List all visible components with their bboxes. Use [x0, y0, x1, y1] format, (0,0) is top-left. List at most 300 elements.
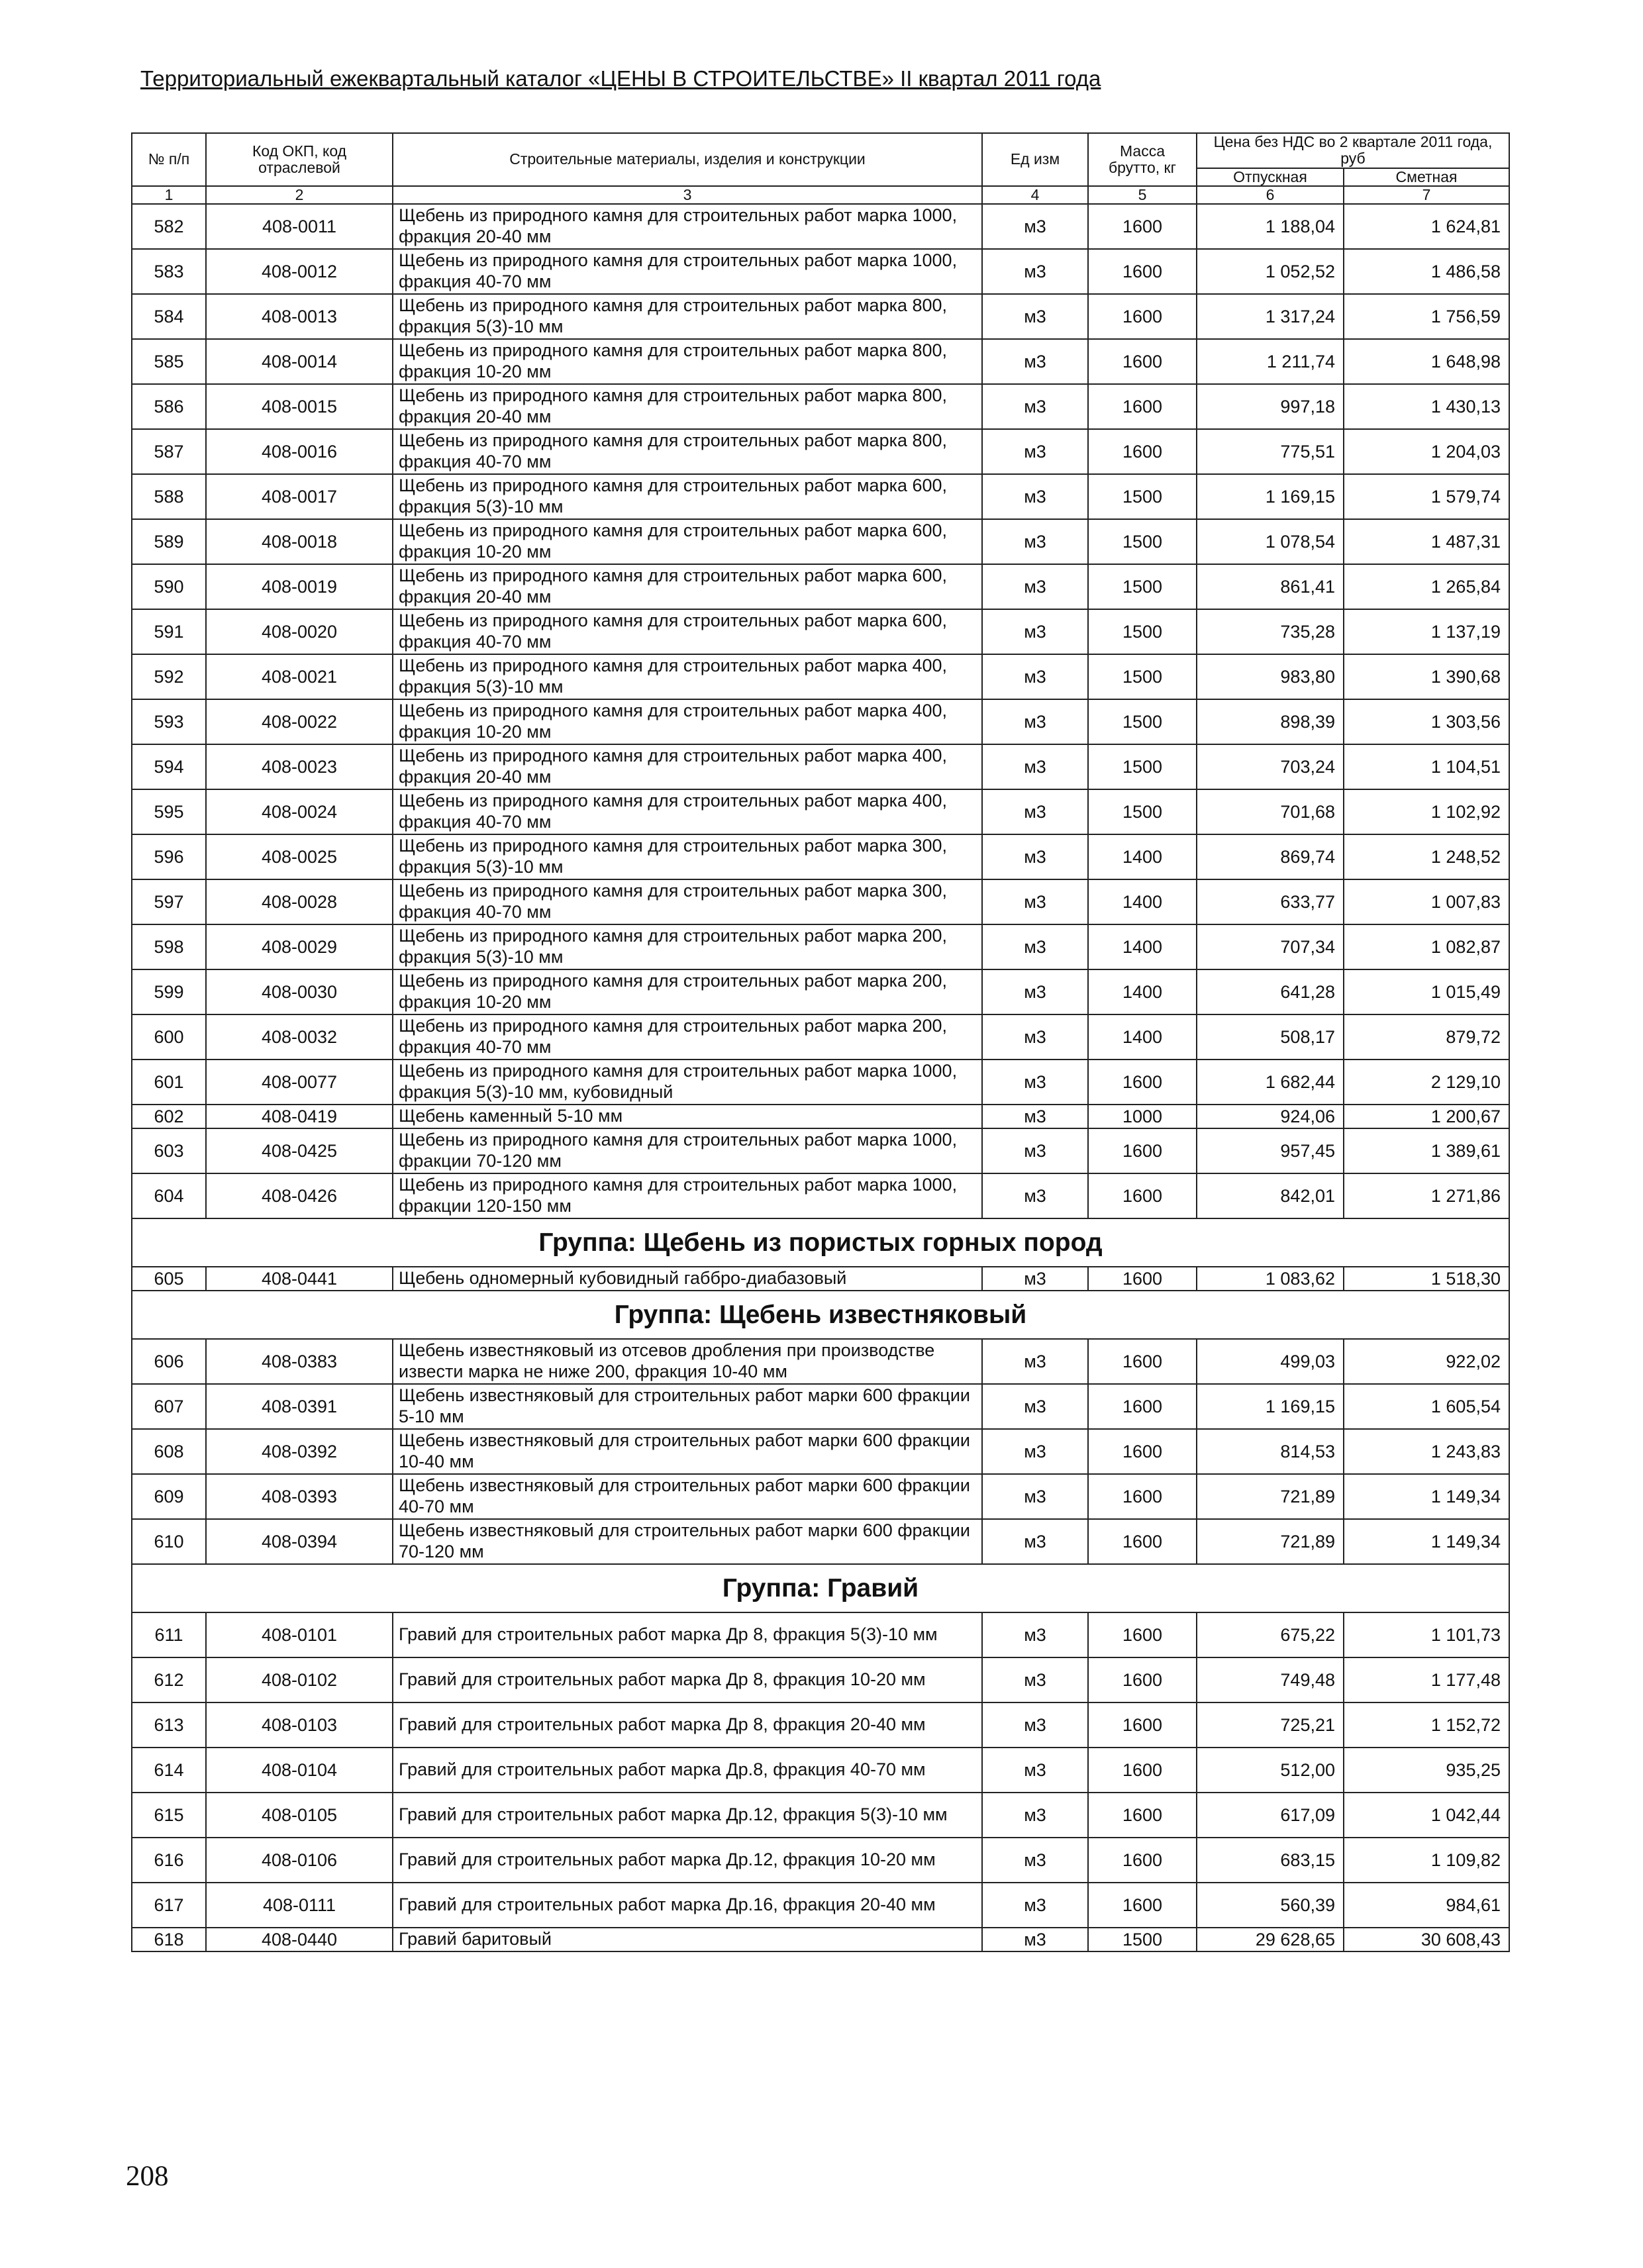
estimate-price: 1 109,82 [1344, 1838, 1509, 1883]
estimate-price: 1 624,81 [1344, 204, 1509, 249]
release-price: 633,77 [1197, 879, 1344, 924]
estimate-price: 1 756,59 [1344, 294, 1509, 339]
row-number: 583 [132, 249, 206, 294]
material-name: Гравий для строительных работ марка Др.12, фракция 5(3)-10 мм [393, 1793, 982, 1838]
row-number: 615 [132, 1793, 206, 1838]
unit-of-measure: м3 [982, 969, 1088, 1014]
estimate-price: 1 248,52 [1344, 834, 1509, 879]
table-row [132, 969, 1509, 1014]
unit-of-measure: м3 [982, 384, 1088, 429]
okp-code: 408-0441 [206, 1267, 393, 1291]
row-number: 616 [132, 1838, 206, 1883]
table-row [132, 1928, 1509, 1951]
estimate-price: 984,61 [1344, 1883, 1509, 1928]
gross-mass: 1500 [1088, 609, 1197, 654]
table-row [132, 609, 1509, 654]
unit-of-measure: м3 [982, 1339, 1088, 1384]
gross-mass: 1500 [1088, 699, 1197, 744]
okp-code: 408-0104 [206, 1748, 393, 1793]
estimate-price: 879,72 [1344, 1014, 1509, 1060]
material-name: Щебень из природного камня для строительных работ марка 600, фракция 20-40 мм [393, 564, 982, 609]
release-price: 721,89 [1197, 1519, 1344, 1564]
release-price: 842,01 [1197, 1173, 1344, 1218]
row-number: 598 [132, 924, 206, 969]
gross-mass: 1500 [1088, 519, 1197, 564]
release-price: 1 211,74 [1197, 339, 1344, 384]
row-number: 602 [132, 1105, 206, 1128]
release-price: 957,45 [1197, 1128, 1344, 1173]
unit-of-measure: м3 [982, 1060, 1088, 1105]
estimate-price: 2 129,10 [1344, 1060, 1509, 1105]
row-number: 601 [132, 1060, 206, 1105]
table-row [132, 1173, 1509, 1218]
table-row [132, 1748, 1509, 1793]
release-price: 983,80 [1197, 654, 1344, 699]
gross-mass: 1600 [1088, 1267, 1197, 1291]
unit-of-measure: м3 [982, 1793, 1088, 1838]
row-number: 607 [132, 1384, 206, 1429]
table-row [132, 429, 1509, 474]
release-price: 924,06 [1197, 1105, 1344, 1128]
okp-code: 408-0020 [206, 609, 393, 654]
gross-mass: 1600 [1088, 249, 1197, 294]
okp-code: 408-0077 [206, 1060, 393, 1105]
okp-code: 408-0012 [206, 249, 393, 294]
column-number: 1 [132, 186, 206, 204]
row-number: 597 [132, 879, 206, 924]
page-title: Территориальный ежеквартальный каталог «ЦЕНЫ В СТРОИТЕЛЬСТВЕ» II квартал 2011 года [140, 66, 1101, 91]
estimate-price: 1 486,58 [1344, 249, 1509, 294]
unit-of-measure: м3 [982, 1173, 1088, 1218]
material-name: Щебень из природного камня для строительных работ марка 200, фракция 40-70 мм [393, 1014, 982, 1060]
release-price: 701,68 [1197, 789, 1344, 834]
release-price: 997,18 [1197, 384, 1344, 429]
material-name: Щебень из природного камня для строительных работ марка 1000, фракция 20-40 мм [393, 204, 982, 249]
gross-mass: 1600 [1088, 429, 1197, 474]
table-row [132, 1429, 1509, 1474]
table-row [132, 1339, 1509, 1384]
release-price: 1 083,62 [1197, 1267, 1344, 1291]
release-price: 1 682,44 [1197, 1060, 1344, 1105]
gross-mass: 1600 [1088, 1384, 1197, 1429]
release-price: 703,24 [1197, 744, 1344, 789]
material-name: Щебень из природного камня для строительных работ марка 300, фракция 5(3)-10 мм [393, 834, 982, 879]
row-number: 606 [132, 1339, 206, 1384]
estimate-price: 1 149,34 [1344, 1474, 1509, 1519]
table-row [132, 1060, 1509, 1105]
okp-code: 408-0016 [206, 429, 393, 474]
okp-code: 408-0440 [206, 1928, 393, 1951]
estimate-price: 935,25 [1344, 1748, 1509, 1793]
estimate-price: 1 204,03 [1344, 429, 1509, 474]
okp-code: 408-0028 [206, 879, 393, 924]
release-price: 814,53 [1197, 1429, 1344, 1474]
column-number: 6 [1197, 186, 1344, 204]
estimate-price: 1 149,34 [1344, 1519, 1509, 1564]
header-price-group: Цена без НДС во 2 квартале 2011 года, руб [1197, 133, 1509, 168]
release-price: 749,48 [1197, 1657, 1344, 1702]
group-header-row [132, 1218, 1509, 1267]
row-number: 609 [132, 1474, 206, 1519]
table-row [132, 1519, 1509, 1564]
material-name: Щебень из природного камня для строительных работ марка 1000, фракции 70-120 мм [393, 1128, 982, 1173]
row-number: 594 [132, 744, 206, 789]
release-price: 508,17 [1197, 1014, 1344, 1060]
row-number: 617 [132, 1883, 206, 1928]
estimate-price: 1 007,83 [1344, 879, 1509, 924]
row-number: 596 [132, 834, 206, 879]
estimate-price: 1 243,83 [1344, 1429, 1509, 1474]
table-body [132, 204, 1509, 1951]
release-price: 861,41 [1197, 564, 1344, 609]
unit-of-measure: м3 [982, 204, 1088, 249]
header-num: № п/п [132, 133, 206, 186]
table-row [132, 1838, 1509, 1883]
release-price: 1 188,04 [1197, 204, 1344, 249]
row-number: 592 [132, 654, 206, 699]
material-name: Гравий для строительных работ марка Др.16, фракция 20-40 мм [393, 1883, 982, 1928]
okp-code: 408-0102 [206, 1657, 393, 1702]
material-name: Щебень из природного камня для строительных работ марка 800, фракция 20-40 мм [393, 384, 982, 429]
gross-mass: 1400 [1088, 924, 1197, 969]
okp-code: 408-0103 [206, 1702, 393, 1748]
release-price: 735,28 [1197, 609, 1344, 654]
material-name: Щебень из природного камня для строительных работ марка 400, фракция 10-20 мм [393, 699, 982, 744]
okp-code: 408-0391 [206, 1384, 393, 1429]
unit-of-measure: м3 [982, 924, 1088, 969]
gross-mass: 1400 [1088, 879, 1197, 924]
unit-of-measure: м3 [982, 879, 1088, 924]
material-name: Щебень известняковый для строительных работ марки 600 фракции 10-40 мм [393, 1429, 982, 1474]
estimate-price: 1 102,92 [1344, 789, 1509, 834]
row-number: 593 [132, 699, 206, 744]
table-row [132, 1014, 1509, 1060]
estimate-price: 1 101,73 [1344, 1612, 1509, 1657]
estimate-price: 30 608,43 [1344, 1928, 1509, 1951]
okp-code: 408-0011 [206, 204, 393, 249]
unit-of-measure: м3 [982, 1748, 1088, 1793]
okp-code: 408-0019 [206, 564, 393, 609]
gross-mass: 1600 [1088, 339, 1197, 384]
table-row [132, 924, 1509, 969]
row-number: 611 [132, 1612, 206, 1657]
estimate-price: 1 082,87 [1344, 924, 1509, 969]
estimate-price: 1 605,54 [1344, 1384, 1509, 1429]
gross-mass: 1600 [1088, 1748, 1197, 1793]
gross-mass: 1600 [1088, 1339, 1197, 1384]
unit-of-measure: м3 [982, 1267, 1088, 1291]
estimate-price: 1 303,56 [1344, 699, 1509, 744]
material-name: Щебень из природного камня для строительных работ марка 300, фракция 40-70 мм [393, 879, 982, 924]
group-header-row [132, 1291, 1509, 1339]
gross-mass: 1600 [1088, 1060, 1197, 1105]
header-price-estimate: Сметная [1344, 168, 1509, 186]
release-price: 1 052,52 [1197, 249, 1344, 294]
release-price: 683,15 [1197, 1838, 1344, 1883]
estimate-price: 1 390,68 [1344, 654, 1509, 699]
unit-of-measure: м3 [982, 1105, 1088, 1128]
material-name: Щебень из природного камня для строительных работ марка 800, фракция 40-70 мм [393, 429, 982, 474]
row-number: 590 [132, 564, 206, 609]
gross-mass: 1600 [1088, 204, 1197, 249]
gross-mass: 1400 [1088, 834, 1197, 879]
table-row [132, 1384, 1509, 1429]
material-name: Гравий для строительных работ марка Др 8, фракция 20-40 мм [393, 1702, 982, 1748]
estimate-price: 922,02 [1344, 1339, 1509, 1384]
estimate-price: 1 137,19 [1344, 609, 1509, 654]
row-number: 603 [132, 1128, 206, 1173]
okp-code: 408-0017 [206, 474, 393, 519]
unit-of-measure: м3 [982, 519, 1088, 564]
table-row [132, 1883, 1509, 1928]
gross-mass: 1600 [1088, 294, 1197, 339]
material-name: Щебень известняковый для строительных работ марки 600 фракции 40-70 мм [393, 1474, 982, 1519]
material-name: Гравий для строительных работ марка Др.12, фракция 10-20 мм [393, 1838, 982, 1883]
material-name: Щебень из природного камня для строительных работ марка 200, фракция 5(3)-10 мм [393, 924, 982, 969]
estimate-price: 1 015,49 [1344, 969, 1509, 1014]
gross-mass: 1600 [1088, 1474, 1197, 1519]
header-name: Строительные материалы, изделия и конструкции [393, 133, 982, 186]
row-number: 608 [132, 1429, 206, 1474]
release-price: 775,51 [1197, 429, 1344, 474]
okp-code: 408-0392 [206, 1429, 393, 1474]
row-number: 582 [132, 204, 206, 249]
table-row [132, 339, 1509, 384]
row-number: 605 [132, 1267, 206, 1291]
row-number: 584 [132, 294, 206, 339]
gross-mass: 1500 [1088, 474, 1197, 519]
okp-code: 408-0023 [206, 744, 393, 789]
estimate-price: 1 042,44 [1344, 1793, 1509, 1838]
group-title: Группа: Щебень известняковый [132, 1291, 1509, 1339]
okp-code: 408-0022 [206, 699, 393, 744]
okp-code: 408-0032 [206, 1014, 393, 1060]
page-number: 208 [126, 2161, 169, 2192]
table-row [132, 1474, 1509, 1519]
release-price: 641,28 [1197, 969, 1344, 1014]
okp-code: 408-0106 [206, 1838, 393, 1883]
material-name: Щебень известняковый из отсевов дробления при производстве извести марка не ниже 200, фракция 10-40 мм [393, 1339, 982, 1384]
group-header-row [132, 1564, 1509, 1612]
unit-of-measure: м3 [982, 1429, 1088, 1474]
release-price: 869,74 [1197, 834, 1344, 879]
table-row [132, 1657, 1509, 1702]
row-number: 599 [132, 969, 206, 1014]
release-price: 1 317,24 [1197, 294, 1344, 339]
material-name: Гравий баритовый [393, 1928, 982, 1951]
gross-mass: 1600 [1088, 1657, 1197, 1702]
release-price: 1 169,15 [1197, 474, 1344, 519]
row-number: 595 [132, 789, 206, 834]
table-row [132, 204, 1509, 249]
estimate-price: 1 389,61 [1344, 1128, 1509, 1173]
row-number: 618 [132, 1928, 206, 1951]
gross-mass: 1600 [1088, 384, 1197, 429]
unit-of-measure: м3 [982, 1657, 1088, 1702]
gross-mass: 1500 [1088, 744, 1197, 789]
gross-mass: 1600 [1088, 1519, 1197, 1564]
unit-of-measure: м3 [982, 654, 1088, 699]
gross-mass: 1600 [1088, 1702, 1197, 1748]
release-price: 617,09 [1197, 1793, 1344, 1838]
release-price: 675,22 [1197, 1612, 1344, 1657]
gross-mass: 1600 [1088, 1793, 1197, 1838]
table-row [132, 789, 1509, 834]
okp-code: 408-0394 [206, 1519, 393, 1564]
material-name: Щебень из природного камня для строительных работ марка 800, фракция 10-20 мм [393, 339, 982, 384]
okp-code: 408-0111 [206, 1883, 393, 1928]
row-number: 591 [132, 609, 206, 654]
unit-of-measure: м3 [982, 1014, 1088, 1060]
row-number: 588 [132, 474, 206, 519]
gross-mass: 1600 [1088, 1128, 1197, 1173]
material-name: Щебень из природного камня для строительных работ марка 600, фракция 40-70 мм [393, 609, 982, 654]
table-row [132, 1702, 1509, 1748]
material-name: Щебень известняковый для строительных работ марки 600 фракции 70-120 мм [393, 1519, 982, 1564]
estimate-price: 1 271,86 [1344, 1173, 1509, 1218]
estimate-price: 1 648,98 [1344, 339, 1509, 384]
row-number: 600 [132, 1014, 206, 1060]
table-row [132, 744, 1509, 789]
okp-code: 408-0021 [206, 654, 393, 699]
material-name: Гравий для строительных работ марка Др 8, фракция 10-20 мм [393, 1657, 982, 1702]
okp-code: 408-0024 [206, 789, 393, 834]
unit-of-measure: м3 [982, 339, 1088, 384]
table-row [132, 294, 1509, 339]
column-number: 4 [982, 186, 1088, 204]
okp-code: 408-0014 [206, 339, 393, 384]
table-row [132, 1105, 1509, 1128]
table-row [132, 474, 1509, 519]
material-name: Щебень из природного камня для строительных работ марка 800, фракция 5(3)-10 мм [393, 294, 982, 339]
material-name: Щебень из природного камня для строительных работ марка 400, фракция 40-70 мм [393, 789, 982, 834]
material-name: Гравий для строительных работ марка Др.8, фракция 40-70 мм [393, 1748, 982, 1793]
material-name: Щебень одномерный кубовидный габбро-диабазовый [393, 1267, 982, 1291]
table-row [132, 699, 1509, 744]
unit-of-measure: м3 [982, 789, 1088, 834]
unit-of-measure: м3 [982, 1474, 1088, 1519]
row-number: 585 [132, 339, 206, 384]
gross-mass: 1600 [1088, 1429, 1197, 1474]
unit-of-measure: м3 [982, 1384, 1088, 1429]
price-table [131, 132, 1510, 1952]
unit-of-measure: м3 [982, 699, 1088, 744]
table-row [132, 564, 1509, 609]
group-title: Группа: Гравий [132, 1564, 1509, 1612]
estimate-price: 1 104,51 [1344, 744, 1509, 789]
unit-of-measure: м3 [982, 294, 1088, 339]
gross-mass: 1500 [1088, 1928, 1197, 1951]
header-code: Код ОКП, код отраслевой [206, 133, 393, 186]
material-name: Щебень из природного камня для строительных работ марка 600, фракция 10-20 мм [393, 519, 982, 564]
okp-code: 408-0025 [206, 834, 393, 879]
unit-of-measure: м3 [982, 1612, 1088, 1657]
release-price: 1 169,15 [1197, 1384, 1344, 1429]
okp-code: 408-0419 [206, 1105, 393, 1128]
unit-of-measure: м3 [982, 609, 1088, 654]
release-price: 512,00 [1197, 1748, 1344, 1793]
estimate-price: 1 200,67 [1344, 1105, 1509, 1128]
table-row [132, 1128, 1509, 1173]
unit-of-measure: м3 [982, 1883, 1088, 1928]
release-price: 499,03 [1197, 1339, 1344, 1384]
okp-code: 408-0393 [206, 1474, 393, 1519]
table-row [132, 1612, 1509, 1657]
material-name: Щебень из природного камня для строительных работ марка 200, фракция 10-20 мм [393, 969, 982, 1014]
gross-mass: 1600 [1088, 1883, 1197, 1928]
estimate-price: 1 152,72 [1344, 1702, 1509, 1748]
okp-code: 408-0018 [206, 519, 393, 564]
table-row [132, 654, 1509, 699]
row-number: 613 [132, 1702, 206, 1748]
okp-code: 408-0383 [206, 1339, 393, 1384]
row-number: 614 [132, 1748, 206, 1793]
table-row [132, 249, 1509, 294]
okp-code: 408-0015 [206, 384, 393, 429]
material-name: Щебень известняковый для строительных работ марки 600 фракции 5-10 мм [393, 1384, 982, 1429]
material-name: Щебень из природного камня для строительных работ марка 1000, фракция 40-70 мм [393, 249, 982, 294]
release-price: 707,34 [1197, 924, 1344, 969]
release-price: 560,39 [1197, 1883, 1344, 1928]
gross-mass: 1400 [1088, 969, 1197, 1014]
row-number: 610 [132, 1519, 206, 1564]
okp-code: 408-0426 [206, 1173, 393, 1218]
material-name: Щебень из природного камня для строительных работ марка 1000, фракции 120-150 мм [393, 1173, 982, 1218]
row-number: 612 [132, 1657, 206, 1702]
okp-code: 408-0030 [206, 969, 393, 1014]
release-price: 721,89 [1197, 1474, 1344, 1519]
row-number: 587 [132, 429, 206, 474]
unit-of-measure: м3 [982, 1128, 1088, 1173]
column-number: 3 [393, 186, 982, 204]
group-title: Группа: Щебень из пористых горных пород [132, 1218, 1509, 1267]
material-name: Гравий для строительных работ марка Др 8, фракция 5(3)-10 мм [393, 1612, 982, 1657]
unit-of-measure: м3 [982, 834, 1088, 879]
table-row [132, 1793, 1509, 1838]
release-price: 725,21 [1197, 1702, 1344, 1748]
material-name: Щебень из природного камня для строительных работ марка 1000, фракция 5(3)-10 мм, кубовидный [393, 1060, 982, 1105]
header-unit: Ед изм [982, 133, 1088, 186]
unit-of-measure: м3 [982, 564, 1088, 609]
table-row [132, 384, 1509, 429]
unit-of-measure: м3 [982, 1519, 1088, 1564]
gross-mass: 1000 [1088, 1105, 1197, 1128]
row-number: 604 [132, 1173, 206, 1218]
gross-mass: 1600 [1088, 1173, 1197, 1218]
column-number: 2 [206, 186, 393, 204]
gross-mass: 1600 [1088, 1612, 1197, 1657]
estimate-price: 1 265,84 [1344, 564, 1509, 609]
column-number: 7 [1344, 186, 1509, 204]
unit-of-measure: м3 [982, 1928, 1088, 1951]
header-mass: Масса брутто, кг [1088, 133, 1197, 186]
estimate-price: 1 430,13 [1344, 384, 1509, 429]
unit-of-measure: м3 [982, 474, 1088, 519]
unit-of-measure: м3 [982, 1838, 1088, 1883]
okp-code: 408-0013 [206, 294, 393, 339]
table-row [132, 1267, 1509, 1291]
unit-of-measure: м3 [982, 429, 1088, 474]
okp-code: 408-0425 [206, 1128, 393, 1173]
gross-mass: 1500 [1088, 564, 1197, 609]
header-price-release: Отпускная [1197, 168, 1344, 186]
row-number: 586 [132, 384, 206, 429]
unit-of-measure: м3 [982, 1702, 1088, 1748]
okp-code: 408-0029 [206, 924, 393, 969]
gross-mass: 1500 [1088, 654, 1197, 699]
gross-mass: 1500 [1088, 789, 1197, 834]
material-name: Щебень каменный 5-10 мм [393, 1105, 982, 1128]
